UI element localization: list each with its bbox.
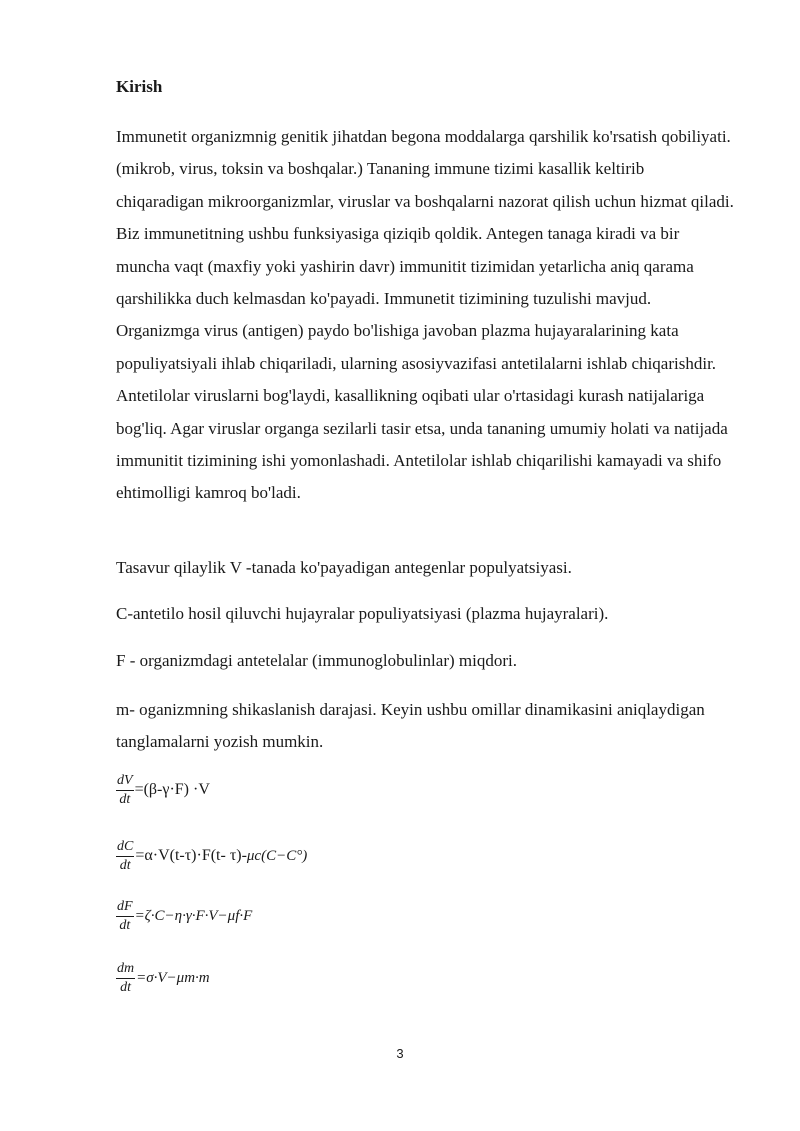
definition-m: m- oganizmning shikaslanish darajasi. Keyin ushbu omillar dinamikasini aniqlaydigan tanglamalarni yozish mumkin.	[116, 700, 705, 752]
definition-f: F - organizmdagi antetelalar (immunoglobulinlar) miqdori.	[116, 651, 517, 670]
definition-v: Tasavur qilaylik V -tanada ko'payadigan antegenlar populyatsiyasi.	[116, 558, 572, 577]
definition-c: C-antetilo hosil qiluvchi hujayralar populiyatsiyasi (plazma hujayralari).	[116, 604, 609, 623]
equation-fraction: $\frac{dF}{dt}$	[117, 898, 133, 933]
equation-dv: $\frac{dV}{dt}$ =(β-γ·F) ·V	[117, 772, 210, 807]
equation-fraction: $\frac{dm}{dt}$	[117, 960, 135, 995]
page-number: 3	[396, 1046, 404, 1061]
section-heading: Kirish	[116, 77, 163, 96]
intro-paragraph: Immunetit organizmnig genitik jihatdan begona moddalarga qarshilik ko'rsatish qobiliyati. (mikrob, virus, toksin va boshqalar.) Tananing immune tizimi kasallik keltirib chiqaradigan mikroorganizmlar, viruslar va boshqalarni nazorat qilish uchun hizmat qiladi. Biz immunetitning ushbu funksiyasiga qiziqib qoldik. Antegen tanaga kiradi va bir muncha vaqt (maxfiy yoki yashirin davr) immunitit tizimidan yetarlicha aniq qarama qarshilikka duch kelmasdan ko'payadi. Immunetit tizimining tuzulishi mavjud. Organizmga virus (antigen) paydo bo'lishiga javoban plazma hujayaralarining kata populiyatsiyali ihlab chiqariladi, ularning asosiyvazifasi antetilalarni ishlab chiqarishdir. Antetilolar viruslarni bog'laydi, kasallikning oqibati ular o'rtasidagi kurash natijalariga bog'liq. Agar viruslar organga sezilarli tasir etsa, unda tananing umumiy holati va natijada immunitit tizimining ishi yomonlashadi. Antetilolar ishlab chiqarilishi kamayadi va shifo ehtimolligi kamroq bo'ladi.	[116, 127, 734, 503]
equation-dm: $\frac{dm}{dt}$ =σ·V−μm·m	[117, 960, 210, 995]
equation-fraction: $\frac{dC}{dt}$	[117, 838, 134, 873]
equation-df: $\frac{dF}{dt}$ =ζ·C−η·γ·F·V−μf·F	[117, 898, 253, 933]
equation-fraction: $\frac{dV}{dt}$	[117, 772, 133, 807]
equation-dc: $\frac{dC}{dt}$ =α·V(t-τ)·F(t- τ)- μc(C−C°)	[117, 838, 308, 873]
